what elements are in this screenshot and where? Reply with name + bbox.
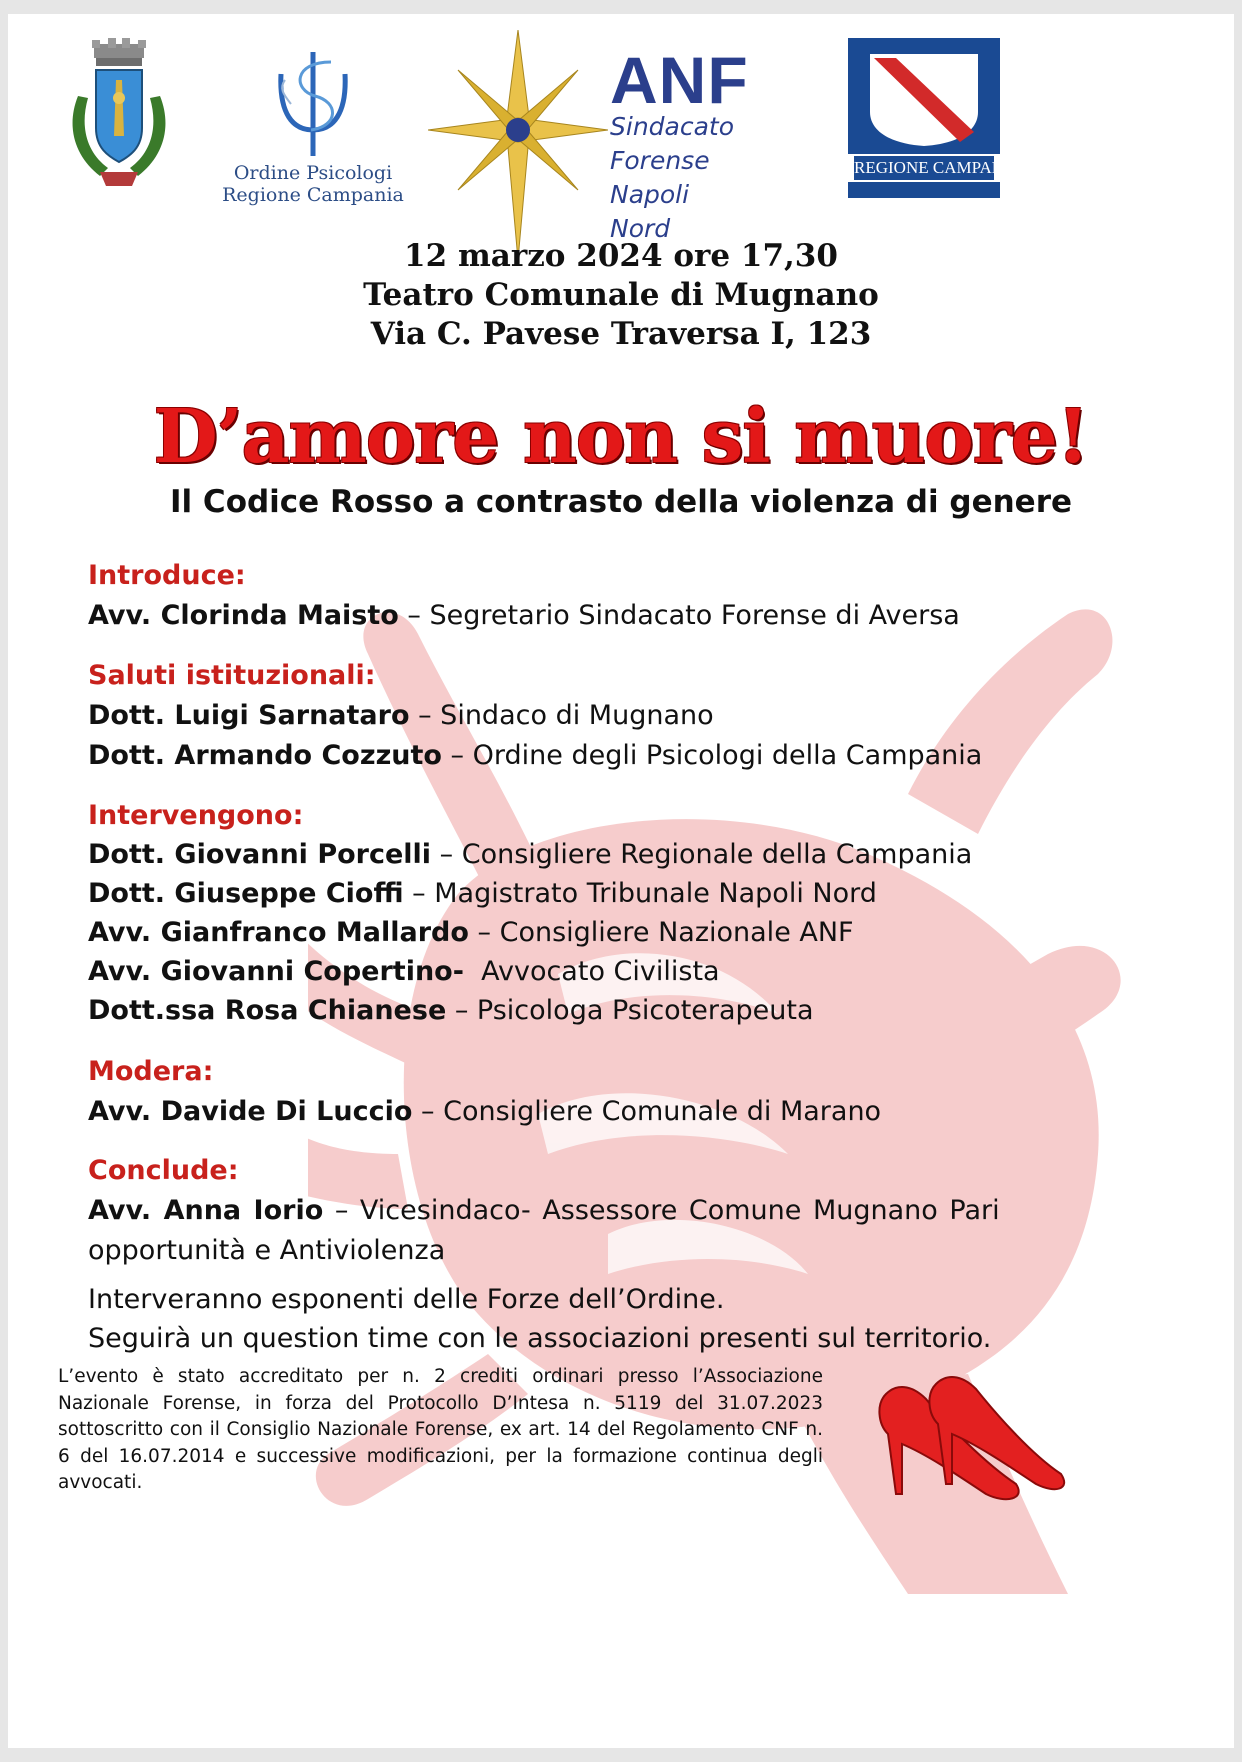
ordine-psicologi-label	[213, 162, 413, 206]
speaker-line	[88, 956, 720, 987]
regione-shield-icon	[866, 52, 982, 148]
speaker-role: – Psicologa Psicoterapeuta	[446, 995, 814, 1026]
speaker-role: – Consigliere Comunale di Marano	[412, 1096, 882, 1127]
modera-heading: Modera:	[88, 1056, 214, 1087]
accreditation-note: L’evento è stato accreditato per n. 2 crediti ordinari presso l’Associazione Nazionale Forense, in forza del Protocollo D’Intesa n. 5119 del 31.07.2023 sottoscritto con il Consiglio Nazionale Forense, ex art. 14 del Regolamento CNF n. 6 del 16.07.2014 e successive modificazioni, per la formazione continua degli avvocati.	[58, 1366, 823, 1493]
regione-label: REGIONE CAMPANIA	[854, 156, 994, 180]
anf-sub-3: Napoli	[610, 180, 690, 209]
poster	[8, 14, 1234, 1748]
speaker-role: – Consigliere Nazionale ANF	[468, 917, 854, 948]
event-address: Via C. Pavese Traversa I, 123	[370, 316, 872, 352]
speaker-role: – Ordine degli Psicologi della Campania	[441, 740, 983, 771]
speaker-name: Dott. Armando Cozzuto	[88, 740, 442, 771]
ordine-line-2: Regione Campania	[222, 184, 404, 206]
speaker-role-continued: opportunità e Antiviolenza	[88, 1235, 446, 1266]
note-line: Seguirà un question time con le associazioni presenti sul territorio.	[88, 1323, 992, 1354]
speaker-name: Dott. Giuseppe Cioffi	[88, 878, 404, 909]
speaker-name: Avv. Anna Iorio	[88, 1195, 324, 1226]
ordine-line-1: Ordine Psicologi	[233, 162, 393, 184]
saluti-heading: Saluti istituzionali:	[88, 660, 376, 691]
introduce-heading: Introduce:	[88, 560, 246, 591]
regione-campania-logo	[848, 38, 1022, 198]
speaker-role: – Sindaco di Mugnano	[409, 700, 714, 731]
speaker-line	[88, 600, 960, 631]
speaker-name: Avv. Giovanni Copertino-	[88, 956, 464, 987]
event-title: D’amore non si muore!	[153, 394, 1089, 480]
anf-sub-2: Forense	[610, 146, 710, 175]
speaker-role: Avvocato Civilista	[463, 956, 720, 987]
speaker-role: – Magistrato Tribunale Napoli Nord	[403, 878, 877, 909]
anf-title: ANF	[610, 43, 749, 117]
comune-coat-of-arms-icon	[60, 36, 178, 192]
speaker-name: Dott.ssa Rosa Chianese	[88, 995, 447, 1026]
speaker-role: – Consigliere Regionale della Campania	[431, 839, 973, 870]
speaker-line	[88, 839, 972, 870]
anf-sub-4: Nord	[610, 214, 671, 243]
speaker-name: Avv. Gianfranco Mallardo	[88, 917, 469, 948]
speaker-line	[88, 1096, 881, 1127]
event-subtitle: Il Codice Rosso a contrasto della violenza di genere	[169, 484, 1073, 520]
speaker-line	[88, 995, 814, 1026]
anf-star-icon	[428, 30, 608, 260]
speaker-line	[88, 700, 714, 731]
speaker-line	[88, 1195, 1000, 1226]
event-venue: Teatro Comunale di Mugnano	[363, 277, 879, 313]
speaker-role: – Vicesindaco- Assessore Comune Mugnano Pari	[323, 1195, 1000, 1226]
psi-logo-icon	[253, 44, 373, 164]
anf-subtitle	[610, 110, 734, 246]
intervengono-heading: Intervengono:	[88, 800, 304, 831]
event-date-time: 12 marzo 2024 ore 17,30	[404, 238, 838, 274]
anf-sub-1: Sindacato	[610, 112, 735, 141]
speaker-line	[88, 878, 877, 909]
speaker-name: Avv. Davide Di Luccio	[88, 1096, 413, 1127]
conclude-heading: Conclude:	[88, 1155, 239, 1186]
speaker-name: Avv. Clorinda Maisto	[88, 600, 399, 631]
speaker-name: Dott. Giovanni Porcelli	[88, 839, 432, 870]
note-line: Interveranno esponenti delle Forze dell’Ordine.	[88, 1284, 725, 1315]
speaker-role: – Segretario Sindacato Forense di Aversa	[398, 600, 960, 631]
speaker-line	[88, 740, 982, 771]
red-shoes-icon	[866, 1364, 1066, 1514]
speaker-line	[88, 917, 854, 948]
speaker-name: Dott. Luigi Sarnataro	[88, 700, 410, 731]
